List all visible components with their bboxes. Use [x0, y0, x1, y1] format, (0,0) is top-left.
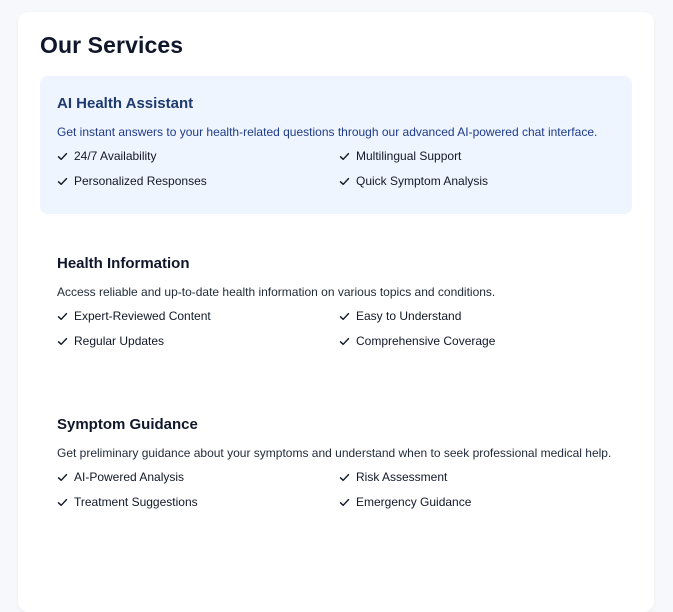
feature-label: Risk Assessment: [356, 470, 448, 484]
feature-list: [57, 149, 615, 189]
feature-label: Personalized Responses: [74, 174, 207, 188]
check-icon: [57, 472, 68, 483]
check-icon: [339, 472, 350, 483]
feature-list: [57, 470, 615, 510]
service-title: Health Information: [57, 255, 190, 272]
service-card-health-information: [40, 236, 632, 374]
check-icon: [57, 151, 68, 162]
check-icon: [57, 311, 68, 322]
feature-item: [339, 174, 621, 189]
feature-item: [57, 174, 339, 189]
feature-label: Easy to Understand: [356, 309, 462, 323]
feature-label: Multilingual Support: [356, 149, 462, 163]
feature-item: [57, 334, 339, 349]
service-description: Access reliable and up-to-date health information on various topics and conditions.: [57, 285, 496, 299]
feature-label: 24/7 Availability: [74, 149, 157, 163]
service-card-ai-health-assistant: [40, 76, 632, 214]
feature-label: Treatment Suggestions: [74, 495, 198, 509]
check-icon: [57, 176, 68, 187]
feature-item: [339, 495, 621, 510]
feature-item: [57, 495, 339, 510]
service-description: Get preliminary guidance about your symptoms and understand when to seek professional medical help.: [57, 446, 612, 460]
feature-item: [57, 149, 339, 164]
feature-item: [57, 309, 339, 324]
services-card: [18, 12, 654, 612]
feature-item: [339, 149, 621, 164]
service-title: Symptom Guidance: [57, 416, 198, 433]
feature-label: AI-Powered Analysis: [74, 470, 185, 484]
check-icon: [339, 176, 350, 187]
feature-list: [57, 309, 615, 349]
check-icon: [57, 336, 68, 347]
page-title: Our Services: [40, 32, 184, 58]
feature-label: Emergency Guidance: [356, 495, 472, 509]
check-icon: [57, 497, 68, 508]
service-description: Get instant answers to your health-related questions through our advanced AI-powered chat interface.: [57, 125, 598, 139]
feature-item: [339, 334, 621, 349]
check-icon: [339, 497, 350, 508]
feature-item: [339, 470, 621, 485]
feature-label: Regular Updates: [74, 334, 165, 348]
service-title: AI Health Assistant: [57, 95, 194, 112]
feature-item: [339, 309, 621, 324]
feature-label: Expert-Reviewed Content: [74, 309, 211, 323]
check-icon: [339, 311, 350, 322]
feature-label: Quick Symptom Analysis: [356, 174, 489, 188]
check-icon: [339, 151, 350, 162]
check-icon: [339, 336, 350, 347]
service-card-symptom-guidance: [40, 397, 632, 535]
feature-label: Comprehensive Coverage: [356, 334, 496, 348]
feature-item: [57, 470, 339, 485]
